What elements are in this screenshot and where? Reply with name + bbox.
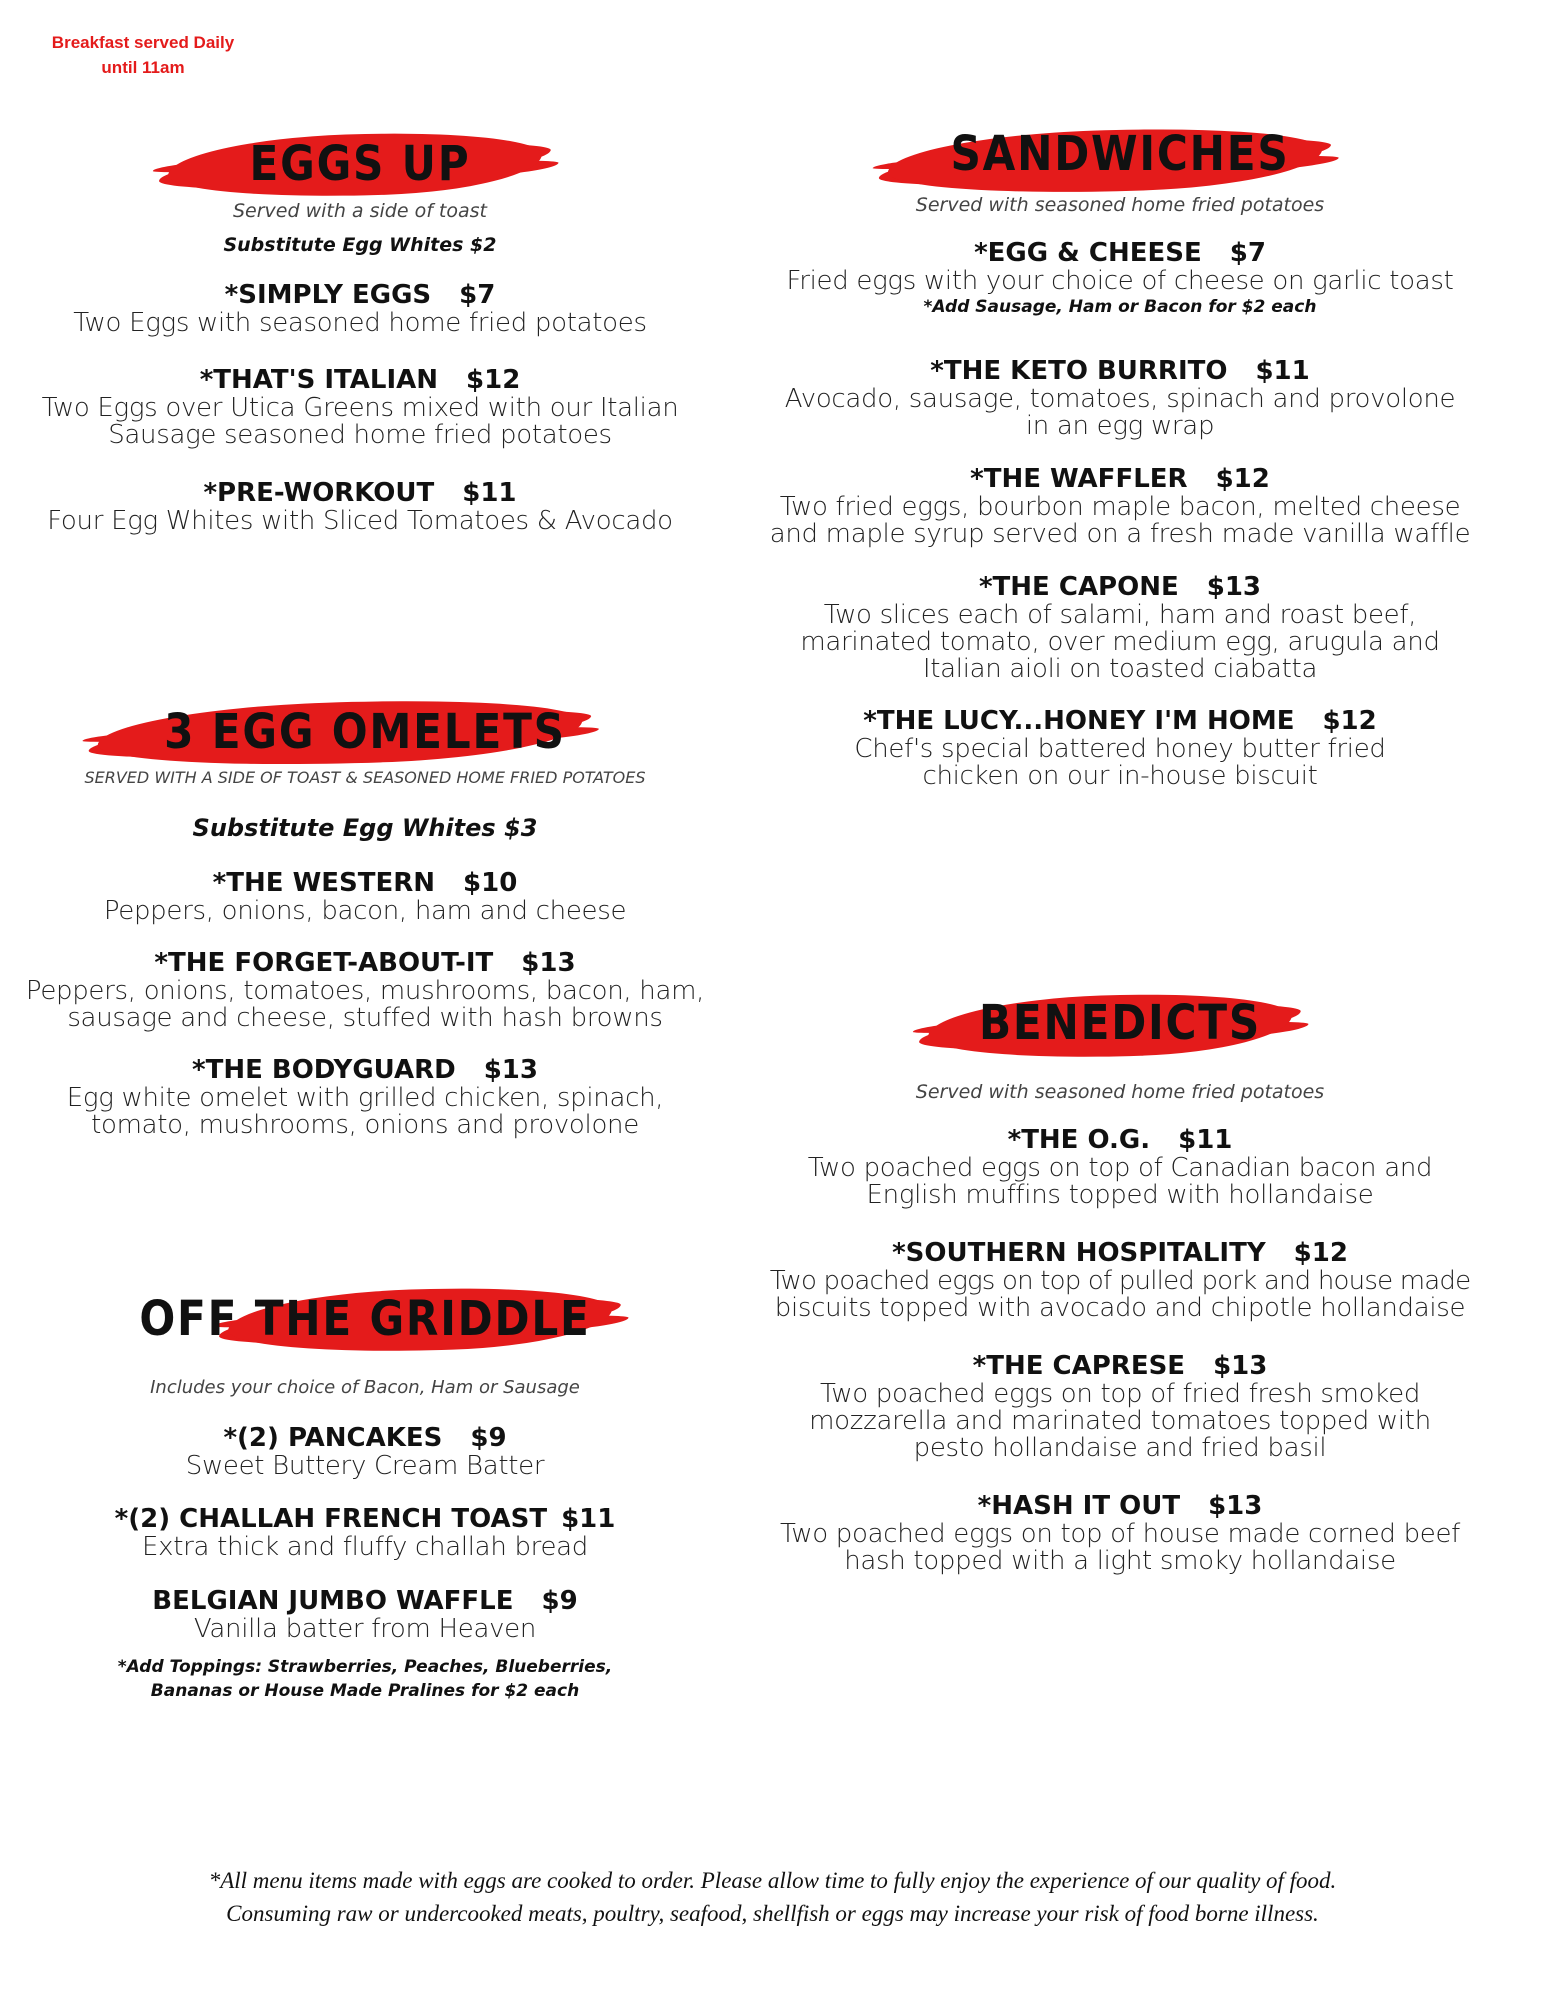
item-price: $13 — [483, 1055, 538, 1085]
griddle-subtitle: Includes your choice of Bacon, Ham or Sausage — [150, 1377, 580, 1398]
item-price: $10 — [463, 868, 518, 898]
disclaimer-line1: *All menu items made with eggs are cooked to order. Please allow time to fully enjoy the experience of our quality of food. — [208, 1868, 1337, 1893]
eggs-up-substitute-note: Substitute Egg Whites $2 — [223, 234, 497, 256]
menu-item — [760, 1491, 1480, 1575]
menu-item — [20, 868, 710, 925]
benedicts-subtitle: Served with seasoned home fried potatoes — [915, 1081, 1325, 1103]
item-price: $12 — [466, 365, 521, 395]
item-description: Vanilla batter from Heaven — [193, 1614, 537, 1644]
menu-item — [40, 1423, 690, 1480]
item-price: $11 — [1178, 1125, 1233, 1155]
eggs-up-section — [40, 120, 680, 560]
menu-item — [760, 1238, 1480, 1322]
item-price: $13 — [1206, 572, 1262, 602]
item-price: $9 — [470, 1423, 507, 1453]
benedicts-section — [760, 985, 1480, 1585]
item-description: hash topped with a light smoky hollandaise — [844, 1546, 1396, 1576]
item-name: *HASH IT OUT — [977, 1491, 1181, 1521]
breakfast-hours-line2: until 11am — [101, 58, 185, 77]
item-description: in an egg wrap — [1025, 411, 1215, 441]
item-description: tomato, mushrooms, onions and provolone — [91, 1110, 639, 1140]
item-description: Two poached eggs on top of Canadian bacon and — [807, 1153, 1433, 1183]
item-price: $13 — [1213, 1351, 1268, 1381]
item-description: Two fried eggs, bourbon maple bacon, melted cheese — [779, 492, 1461, 522]
item-description: Two poached eggs on top of fried fresh smoked — [819, 1379, 1421, 1409]
menu-item — [40, 280, 680, 337]
item-description: Fried eggs with your choice of cheese on garlic toast — [786, 266, 1454, 296]
item-description: Two poached eggs on top of pulled pork and house made — [769, 1266, 1471, 1296]
item-name: *PRE-WORKOUT — [203, 478, 435, 508]
item-description: mozzarella and marinated tomatoes topped with — [809, 1406, 1431, 1436]
item-name: *THE FORGET-ABOUT-IT — [154, 948, 494, 978]
item-description: Sweet Buttery Cream Batter — [185, 1451, 545, 1481]
item-price: $12 — [1215, 464, 1270, 494]
item-price: $12 — [1293, 1238, 1348, 1268]
item-price: $12 — [1322, 706, 1377, 736]
food-safety-disclaimer — [0, 1864, 1545, 1930]
disclaimer-line2: Consuming raw or undercooked meats, poultry, seafood, shellfish or eggs may increase your risk of food borne illness. — [226, 1901, 1319, 1926]
griddle-title: OFF THE GRIDDLE — [139, 1291, 591, 1347]
menu-item — [760, 238, 1480, 319]
item-name: *SOUTHERN HOSPITALITY — [892, 1238, 1266, 1268]
menu-item — [20, 948, 710, 1032]
item-name: *THE O.G. — [1007, 1125, 1151, 1155]
item-description: marinated tomato, over medium egg, arugula and — [800, 627, 1440, 657]
item-price: $13 — [521, 948, 576, 978]
benedicts-title: BENEDICTS — [978, 995, 1262, 1051]
item-name: *(2) PANCAKES — [223, 1423, 443, 1453]
item-note: *Add Sausage, Ham or Bacon for $2 each — [923, 297, 1317, 317]
menu-item — [40, 1504, 690, 1561]
menu-item — [760, 706, 1480, 790]
item-name: *THE KETO BURRITO — [930, 356, 1228, 386]
item-description: chicken on our in-house biscuit — [922, 761, 1318, 791]
item-description: Avocado, sausage, tomatoes, spinach and provolone — [784, 384, 1456, 414]
item-description: Two Eggs over Utica Greens mixed with our Italian — [41, 393, 679, 423]
item-name: BELGIAN JUMBO WAFFLE — [152, 1586, 514, 1616]
omelets-subtitle: SERVED WITH A SIDE OF TOAST & SEASONED HOME FRIED POTATOES — [84, 768, 646, 787]
item-price: $7 — [1229, 238, 1266, 268]
menu-item — [760, 464, 1480, 548]
item-description: Italian aioli on toasted ciabatta — [922, 654, 1318, 684]
item-name: *(2) CHALLAH FRENCH TOAST — [114, 1504, 548, 1534]
item-description: Chef's special battered honey butter fried — [854, 734, 1386, 764]
menu-item — [760, 356, 1480, 440]
item-description: pesto hollandaise and fried basil — [913, 1433, 1327, 1463]
item-price: $9 — [541, 1586, 578, 1616]
eggs-up-title: EGGS UP — [249, 136, 471, 192]
item-name: *THE CAPRESE — [972, 1351, 1186, 1381]
griddle-toppings-note: *Add Toppings: Strawberries, Peaches, Blueberries, Bananas or House Made Pralines for $2 each — [117, 1657, 613, 1701]
menu-item — [20, 1055, 710, 1139]
item-description: Extra thick and fluffy challah bread — [141, 1532, 589, 1562]
menu-item — [760, 572, 1480, 683]
item-price: $11 — [561, 1504, 616, 1534]
item-name: *THE BODYGUARD — [191, 1055, 456, 1085]
item-description: English muffins topped with hollandaise — [866, 1180, 1374, 1210]
sandwiches-title: SANDWICHES — [950, 126, 1290, 182]
item-price: $11 — [1255, 356, 1310, 386]
menu-item — [40, 365, 680, 449]
item-description: Two Eggs with seasoned home fried potatoes — [73, 308, 647, 338]
menu-item — [760, 1351, 1480, 1462]
item-description: Four Egg Whites with Sliced Tomatoes & Avocado — [47, 506, 673, 536]
item-name: *THAT'S ITALIAN — [199, 365, 439, 395]
item-name: *THE WESTERN — [212, 868, 436, 898]
item-description: Peppers, onions, tomatoes, mushrooms, bacon, ham, — [25, 976, 705, 1006]
item-description: and maple syrup served on a fresh made vanilla waffle — [769, 519, 1471, 549]
omelets-substitute-note: Substitute Egg Whites $3 — [192, 814, 538, 842]
item-description: Peppers, onions, bacon, ham and cheese — [103, 896, 627, 926]
item-description: Egg white omelet with grilled chicken, spinach, — [66, 1083, 664, 1113]
omelets-section — [20, 690, 710, 1150]
menu-item — [40, 478, 680, 535]
item-price: $11 — [462, 478, 517, 508]
item-price: $7 — [459, 280, 496, 310]
item-name: *THE WAFFLER — [970, 464, 1188, 494]
item-description: Sausage seasoned home fried potatoes — [108, 420, 612, 450]
item-description: Two poached eggs on top of house made corned beef — [779, 1519, 1461, 1549]
item-description: sausage and cheese, stuffed with hash browns — [67, 1003, 663, 1033]
item-name: *SIMPLY EGGS — [224, 280, 432, 310]
item-description: biscuits topped with avocado and chipotle hollandaise — [774, 1293, 1466, 1323]
eggs-up-subtitle: Served with a side of toast — [232, 200, 487, 222]
breakfast-hours-line1: Breakfast served Daily — [51, 33, 235, 52]
item-name: *EGG & CHEESE — [974, 238, 1202, 268]
omelets-title: 3 EGG OMELETS — [164, 704, 566, 760]
item-price: $13 — [1208, 1491, 1263, 1521]
menu-item — [40, 1586, 690, 1643]
item-description: Two slices each of salami, ham and roast beef, — [823, 600, 1417, 630]
menu-item — [760, 1125, 1480, 1209]
sandwiches-section — [760, 110, 1480, 810]
sandwiches-subtitle: Served with seasoned home fried potatoes — [915, 194, 1325, 216]
item-name: *THE CAPONE — [978, 572, 1179, 602]
griddle-section — [40, 1275, 690, 1725]
breakfast-hours-note — [18, 30, 268, 80]
item-name: *THE LUCY...HONEY I'M HOME — [863, 706, 1295, 736]
